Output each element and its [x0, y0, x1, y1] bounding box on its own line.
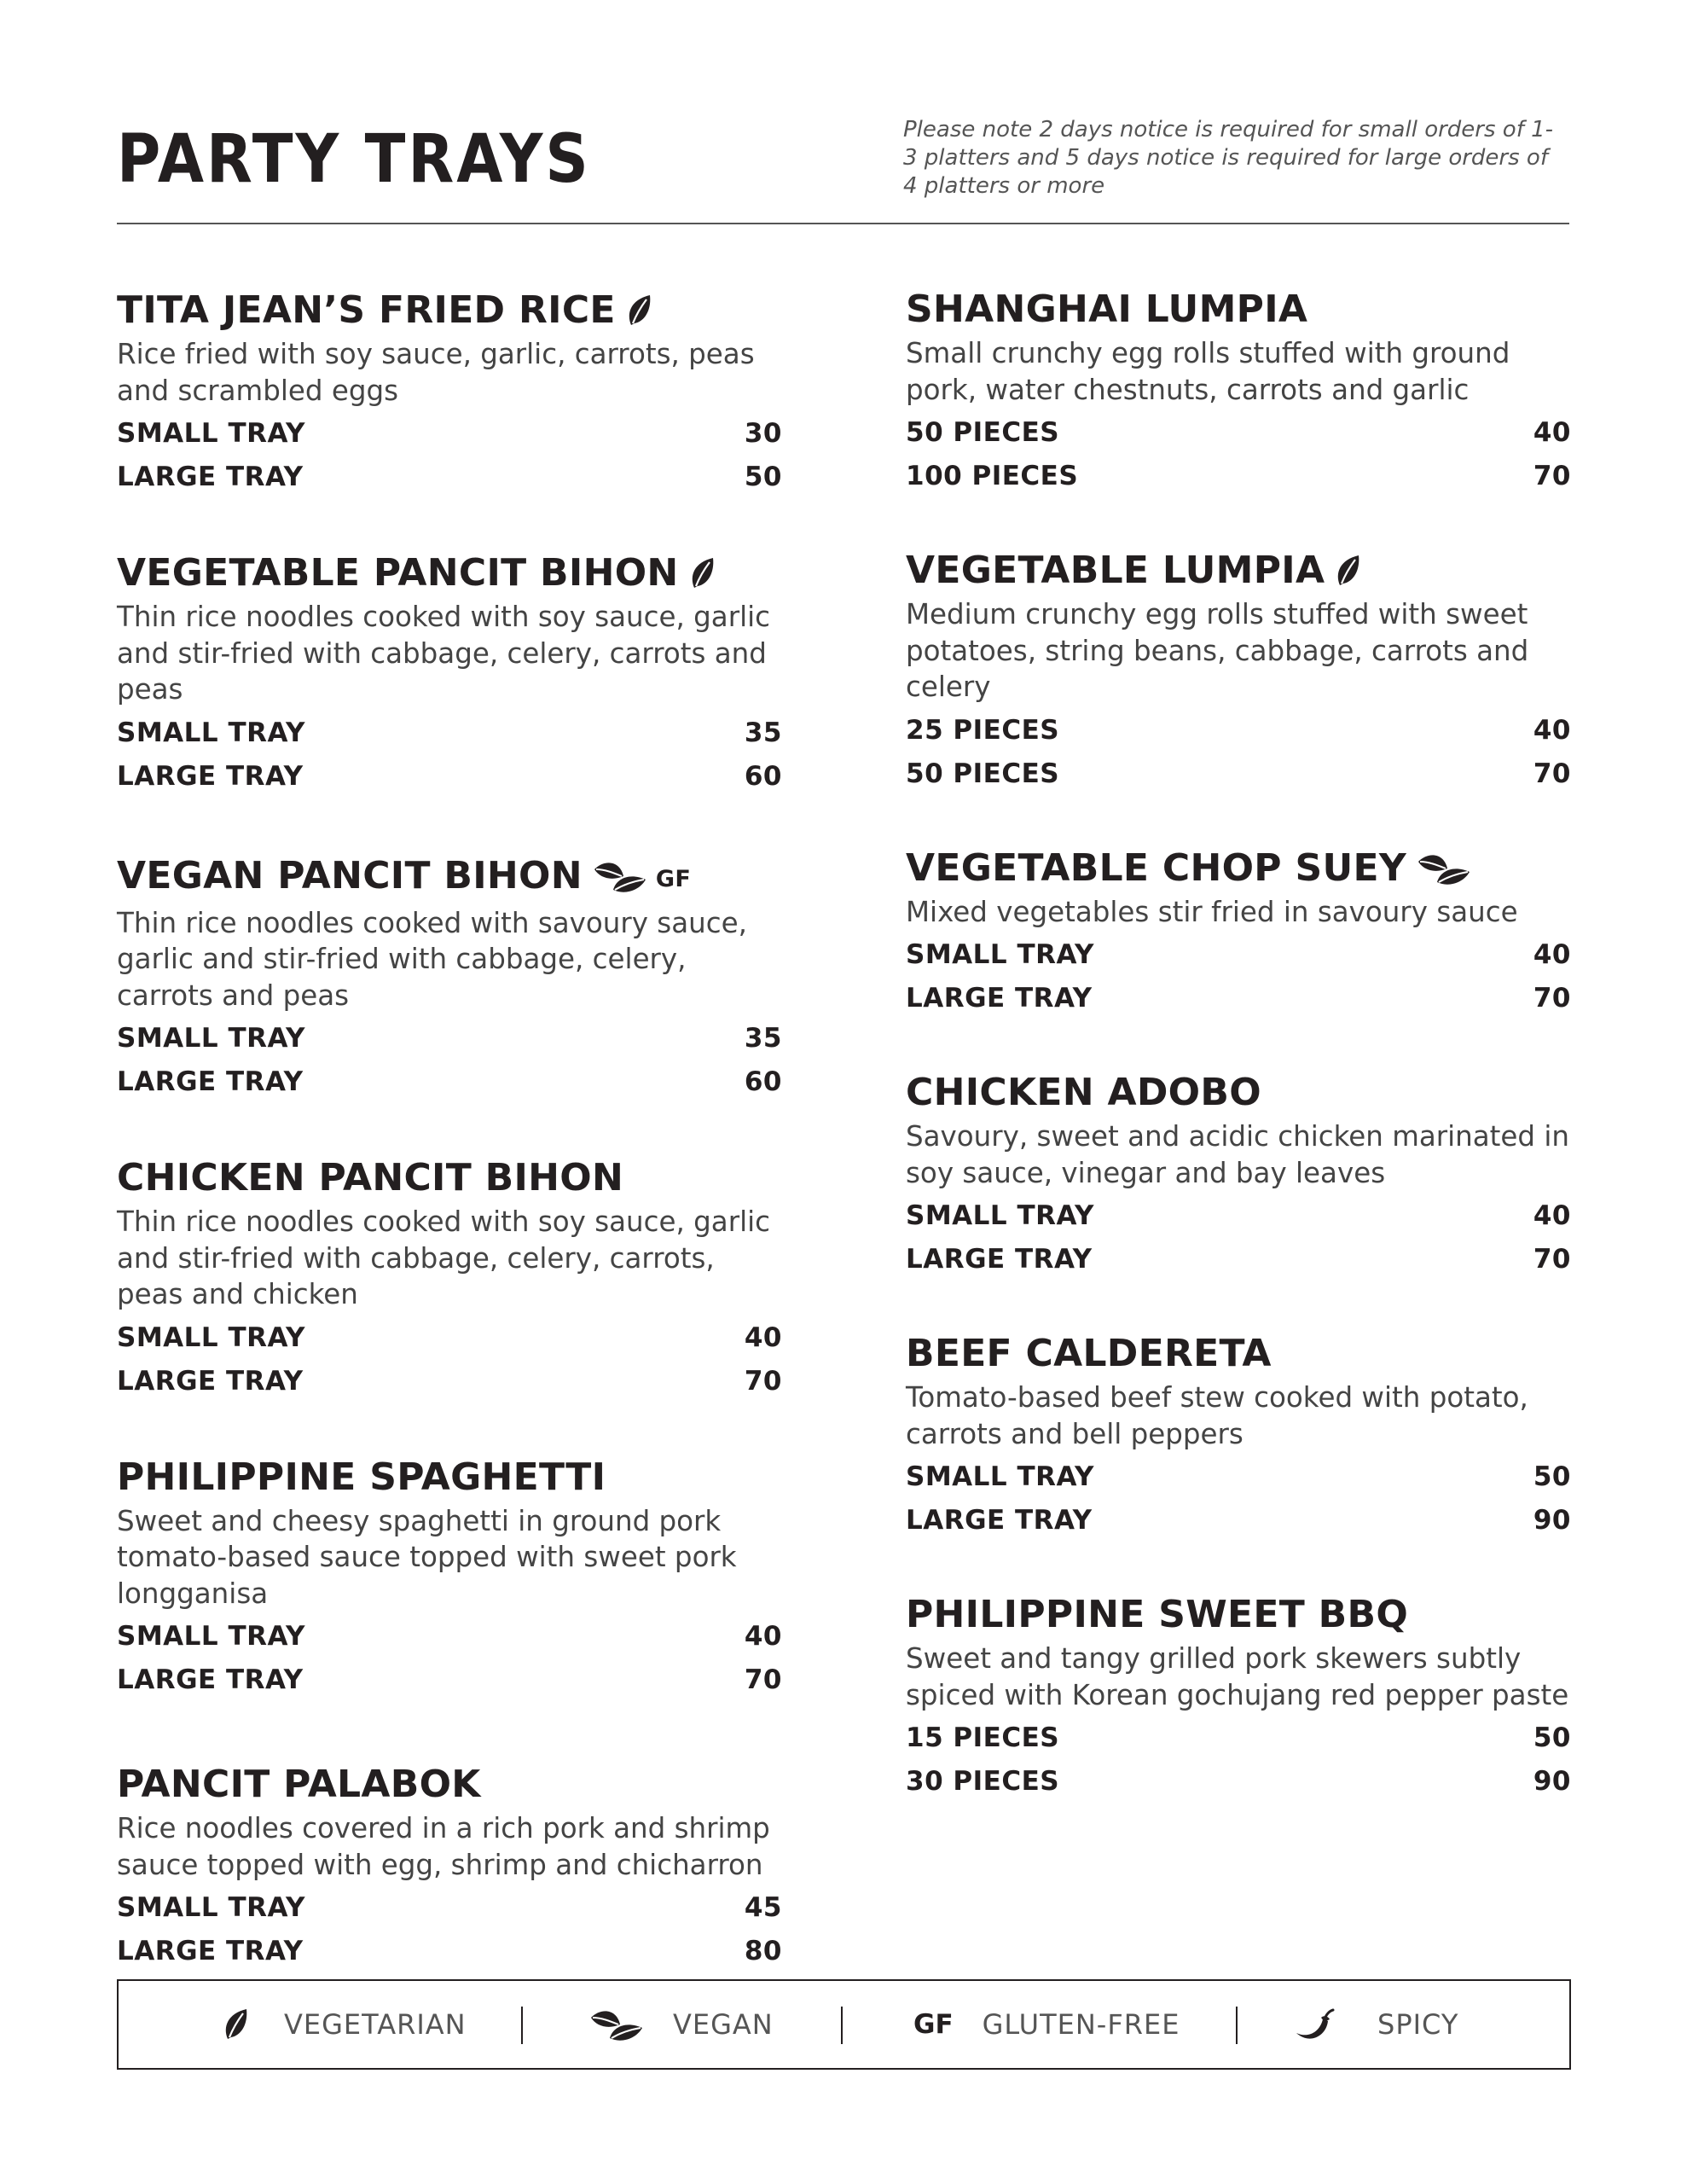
legend-label: GLUTEN-FREE	[982, 2008, 1180, 2041]
size-label: 30 PIECES	[906, 1766, 1060, 1797]
price-row	[906, 411, 1571, 455]
legend-vegan	[589, 1981, 774, 2068]
menu-item	[906, 845, 1571, 1021]
price: 35	[744, 1023, 782, 1054]
item-name: TITA JEAN’S FRIED RICE	[117, 288, 616, 332]
legend-spicy	[1294, 1981, 1458, 2068]
item-title	[117, 287, 782, 334]
menu-item	[906, 1591, 1571, 1804]
item-name: VEGETABLE PANCIT BIHON	[117, 551, 679, 595]
item-description: Rice noodles covered in a rich pork and shrimp sauce topped with egg, shrimp and chicharron	[117, 1812, 770, 1881]
item-name: VEGAN PANCIT BIHON	[117, 853, 583, 897]
legend-label: VEGETARIAN	[284, 2008, 467, 2041]
vegetarian-leaf-icon	[689, 557, 715, 590]
size-label: SMALL TRAY	[906, 1461, 1094, 1492]
item-title	[906, 1330, 1571, 1378]
item-name: VEGETABLE LUMPIA	[906, 549, 1325, 592]
price-row	[117, 1017, 782, 1060]
size-label: 50 PIECES	[906, 417, 1060, 448]
price: 70	[1533, 983, 1571, 1014]
vegetarian-leaf-icon	[223, 2008, 248, 2041]
legend-vegetarian	[223, 1981, 467, 2068]
size-label: SMALL TRAY	[117, 717, 305, 748]
item-name: BEEF CALDERETA	[906, 1332, 1272, 1375]
price-row	[117, 456, 782, 499]
size-label: LARGE TRAY	[906, 983, 1093, 1014]
price-row	[906, 1760, 1571, 1804]
size-label: SMALL TRAY	[117, 1892, 305, 1923]
item-name: PHILIPPINE SWEET BBQ	[906, 1593, 1409, 1636]
item-description: Thin rice noodles cooked with soy sauce, garlic and stir-fried with cabbage, celery, carrots and peas	[117, 601, 771, 706]
price: 50	[744, 462, 782, 492]
item-name: CHICKEN ADOBO	[906, 1071, 1261, 1114]
item-title	[117, 1154, 782, 1202]
price: 50	[1533, 1722, 1571, 1753]
vegan-leaves-icon	[593, 859, 647, 893]
price-row	[117, 1360, 782, 1403]
item-name: VEGETABLE CHOP SUEY	[906, 845, 1407, 890]
size-label: LARGE TRAY	[117, 1936, 304, 1966]
price-row	[906, 1238, 1571, 1281]
page-title: PARTY TRAYS	[117, 119, 591, 199]
price-row	[117, 1886, 782, 1930]
size-label: SMALL TRAY	[906, 939, 1094, 970]
menu-item	[117, 1454, 782, 1703]
vegetarian-leaf-icon	[626, 294, 652, 327]
item-description: Sweet and cheesy spaghetti in ground pork tomato-based sauce topped with sweet pork longganisa	[117, 1504, 737, 1610]
price: 40	[1533, 939, 1571, 970]
legend-separator	[841, 2007, 843, 2044]
price: 40	[744, 1621, 782, 1652]
item-title	[906, 547, 1571, 595]
size-label: 25 PIECES	[906, 714, 1060, 746]
menu-item	[117, 1761, 782, 1973]
price: 45	[744, 1892, 782, 1923]
size-label: LARGE TRAY	[117, 462, 304, 492]
menu-item	[117, 849, 782, 1105]
price: 40	[744, 1321, 782, 1353]
price-row	[906, 752, 1571, 796]
price-row	[906, 1499, 1571, 1542]
menu-item	[906, 547, 1571, 796]
menu-column-left	[117, 287, 782, 1973]
order-notice: Please note 2 days notice is required for small orders of 1-3 platters and 5 days notice is required for large orders of 4 platters or more	[903, 117, 1554, 199]
item-name: PHILIPPINE SPAGHETTI	[117, 1455, 606, 1499]
size-label: LARGE TRAY	[906, 1505, 1093, 1536]
price: 40	[1533, 714, 1571, 746]
item-name: PANCIT PALABOK	[117, 1763, 481, 1806]
item-description: Small crunchy egg rolls stuffed with ground pork, water chestnuts, carrots and garlic	[906, 337, 1510, 406]
vegetarian-leaf-icon	[1335, 555, 1360, 587]
price-row	[906, 1194, 1571, 1238]
price: 30	[744, 418, 782, 449]
size-label: SMALL TRAY	[117, 1321, 305, 1353]
price-row	[906, 709, 1571, 752]
gluten-free-tag: GF	[655, 865, 692, 892]
legend-separator	[1236, 2007, 1238, 2044]
legend-label: SPICY	[1377, 2008, 1459, 2041]
menu-item	[117, 287, 782, 499]
price: 70	[1533, 461, 1571, 491]
price: 60	[744, 760, 782, 792]
legend-label: VEGAN	[673, 2008, 774, 2041]
price-row	[906, 1716, 1571, 1760]
item-title	[117, 849, 782, 903]
size-label: LARGE TRAY	[117, 1664, 304, 1695]
menu-item	[117, 549, 782, 799]
menu-item	[906, 1330, 1571, 1542]
size-label: 100 PIECES	[906, 461, 1079, 491]
vegan-leaves-icon	[589, 2007, 644, 2042]
size-label: SMALL TRAY	[906, 1200, 1094, 1231]
size-label: 15 PIECES	[906, 1722, 1060, 1753]
price-row	[906, 455, 1571, 498]
menu-item	[906, 1069, 1571, 1281]
size-label: SMALL TRAY	[117, 418, 305, 449]
item-description: Thin rice noodles cooked with soy sauce, garlic and stir-fried with cabbage, celery, carrots, peas and chicken	[117, 1205, 771, 1310]
item-title	[906, 1069, 1571, 1117]
item-title	[117, 549, 782, 597]
size-label: 50 PIECES	[906, 758, 1060, 789]
price: 80	[744, 1936, 782, 1966]
price-row	[906, 977, 1571, 1020]
item-description: Savoury, sweet and acidic chicken marinated in soy sauce, vinegar and bay leaves	[906, 1120, 1570, 1189]
size-label: LARGE TRAY	[117, 1365, 304, 1397]
menu-item	[906, 286, 1571, 498]
price-row	[117, 755, 782, 799]
size-label: LARGE TRAY	[117, 1066, 304, 1097]
item-description: Rice fried with soy sauce, garlic, carrots, peas and scrambled eggs	[117, 338, 755, 407]
size-label: SMALL TRAY	[117, 1621, 305, 1652]
legend-separator	[521, 2007, 523, 2044]
price: 70	[744, 1664, 782, 1695]
size-label: LARGE TRAY	[906, 1244, 1093, 1275]
price: 50	[1533, 1461, 1571, 1492]
price: 40	[1533, 417, 1571, 448]
item-name: SHANGHAI LUMPIA	[906, 288, 1308, 331]
price-row	[117, 1930, 782, 1973]
dietary-legend	[117, 1979, 1571, 2070]
price-row	[906, 933, 1571, 977]
price-row	[117, 1658, 782, 1702]
chili-pepper-icon	[1294, 2007, 1335, 2042]
item-title	[906, 286, 1571, 334]
item-description: Sweet and tangy grilled pork skewers subtly spiced with Korean gochujang red pepper paste	[906, 1642, 1569, 1711]
price-row	[117, 1615, 782, 1658]
item-description: Thin rice noodles cooked with savoury sauce, garlic and stir-fried with cabbage, celery, carrots and peas	[117, 906, 747, 1012]
price: 70	[1533, 758, 1571, 789]
price: 90	[1533, 1505, 1571, 1536]
item-description: Medium crunchy egg rolls stuffed with sweet potatoes, string beans, cabbage, carrots and celery	[906, 598, 1529, 703]
item-title	[906, 845, 1571, 892]
item-name: CHICKEN PANCIT BIHON	[117, 1156, 624, 1199]
vegan-leaves-icon	[1417, 851, 1471, 886]
price-row	[906, 1455, 1571, 1499]
price: 40	[1533, 1200, 1571, 1231]
menu-column-right	[906, 286, 1571, 1804]
price: 35	[744, 717, 782, 748]
gluten-free-tag: GF	[913, 2009, 954, 2040]
item-description: Tomato-based beef stew cooked with potato, carrots and bell peppers	[906, 1381, 1528, 1450]
price: 70	[1533, 1244, 1571, 1275]
price-row	[117, 412, 782, 456]
size-label: SMALL TRAY	[117, 1023, 305, 1054]
item-title	[117, 1454, 782, 1502]
menu-item	[117, 1154, 782, 1403]
price-row	[117, 1060, 782, 1104]
header-divider	[117, 223, 1569, 224]
item-title	[117, 1761, 782, 1809]
price-row	[117, 1316, 782, 1360]
size-label: LARGE TRAY	[117, 760, 304, 792]
item-title	[906, 1591, 1571, 1639]
price-row	[117, 712, 782, 755]
price: 60	[744, 1066, 782, 1097]
legend-gluten-free	[913, 1981, 1180, 2068]
price: 70	[744, 1365, 782, 1397]
item-description: Mixed vegetables stir fried in savoury sauce	[906, 895, 1518, 928]
price: 90	[1533, 1766, 1571, 1797]
